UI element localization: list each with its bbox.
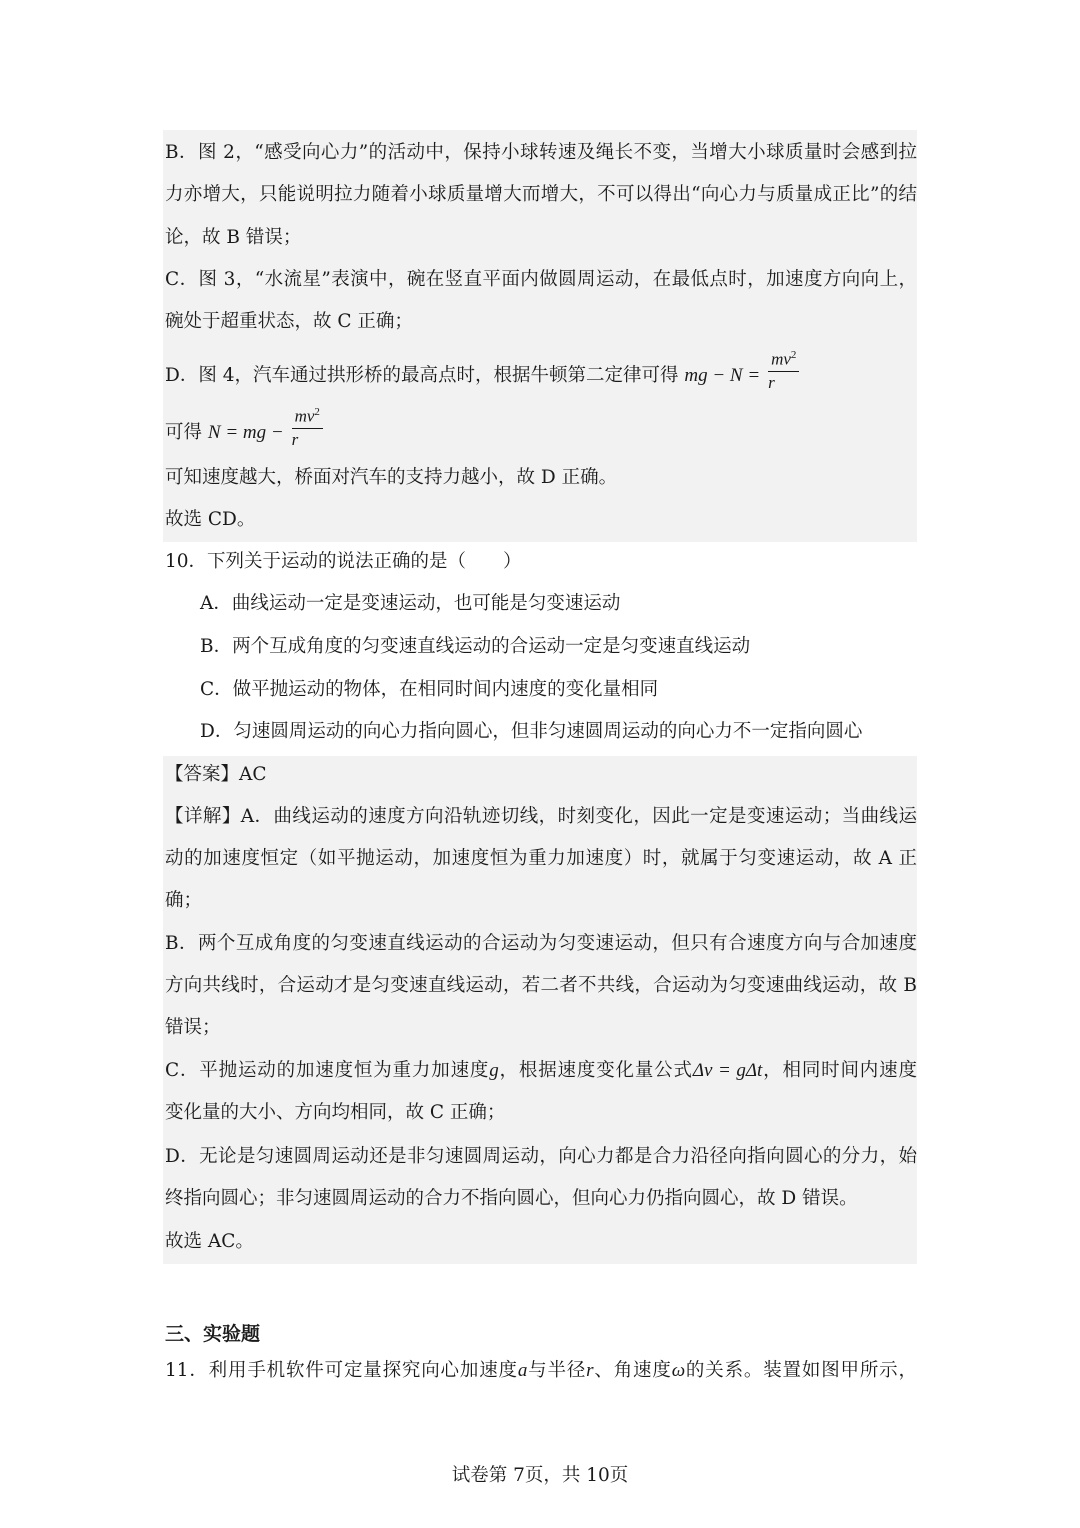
- q9-d2-formula: N = mg −: [207, 421, 284, 443]
- q9-b-line-1: B．图 2，“感受向心力”的活动中，保持小球转速及绳长不变，当增大小球质量时会感到拉: [165, 142, 917, 163]
- symbol-omega: ω: [671, 1360, 686, 1381]
- q10-stem: 10．下列关于运动的说法正确的是（ ）: [165, 551, 522, 572]
- q9-b-line-3: 论，故 B 错误；: [165, 227, 302, 248]
- delta-v-formula: Δv = gΔt: [692, 1060, 763, 1081]
- q9-d-formula: mg − N =: [684, 364, 761, 386]
- q9-d-text: D．图 4，汽车通过拱形桥的最高点时，根据牛顿第二定律可得: [165, 364, 679, 386]
- q9-c-line-2: 碗处于超重状态，故 C 正确；: [165, 311, 413, 332]
- q9-choice: 故选 CD。: [165, 509, 256, 530]
- q9-c-line-1: C．图 3，“水流星”表演中，碗在竖直平面内做圆周运动，在最低点时，加速度方向向上，: [165, 269, 917, 290]
- q10-choice: 故选 AC。: [165, 1231, 254, 1252]
- q10-detail-a-line-2: 动的加速度恒定（如平抛运动，加速度恒为重力加速度）时，就属于匀变速运动，故 A 正: [165, 848, 917, 869]
- q10-option-b: B．两个互成角度的匀变速直线运动的合运动一定是匀变速直线运动: [200, 636, 751, 657]
- q10-detail-d-line-1: D．无论是匀速圆周运动还是非匀速圆周运动，向心力都是合力沿径向指向圆心的分力，始: [165, 1146, 917, 1167]
- q9-d-line-3: 可知速度越大，桥面对汽车的支持力越小，故 D 正确。: [165, 467, 618, 488]
- q9-d-line-1: [165, 349, 917, 394]
- q10-answer: 【答案】AC: [165, 764, 267, 785]
- q9-b-line-2: 力亦增大，只能说明拉力随着小球质量增大而增大，不可以得出“向心力与质量成正比”的结: [165, 184, 917, 205]
- q10-detail-b-line-1: B．两个互成角度的匀变速直线运动的合运动为匀变速运动，但只有合速度方向与合加速度: [165, 933, 917, 954]
- q10-detail-c-line-1: C．平抛运动的加速度恒为重力加速度g，根据速度变化量公式Δv = gΔt，相同时间内速度: [165, 1060, 917, 1081]
- q9-d-line-2: [165, 406, 917, 451]
- q10-detail-d-line-2: 终指向圆心；非匀速圆周运动的合力不指向圆心，但向心力仍指向圆心，故 D 错误。: [165, 1188, 858, 1209]
- fraction-mv2-over-r-2: $\frac{mv^2}{r}$: [292, 401, 323, 451]
- q10-detail-c-line-2: 变化量的大小、方向均相同，故 C 正确；: [165, 1102, 506, 1123]
- q10-option-d: D．匀速圆周运动的向心力指向圆心，但非匀速圆周运动的向心力不一定指向圆心: [200, 721, 863, 742]
- q10-detail-a-line-1: 【详解】A．曲线运动的速度方向沿轨迹切线，时刻变化，因此一定是变速运动；当曲线运: [165, 806, 917, 827]
- symbol-a: a: [517, 1360, 528, 1381]
- q10-option-a: A．曲线运动一定是变速运动，也可能是匀变速运动: [200, 593, 621, 614]
- fraction-mv2-over-r: $\frac{mv^2}{r}$: [768, 344, 799, 394]
- symbol-g: g: [489, 1060, 499, 1081]
- q10-detail-b-line-3: 错误；: [165, 1017, 221, 1038]
- q10-detail-b-line-2: 方向共线时，合运动才是匀变速直线运动，若二者不共线，合运动为匀变速曲线运动，故 B: [165, 975, 917, 996]
- section-title-experiment: 三、实验题: [165, 1323, 261, 1345]
- q10-option-c: C．做平抛运动的物体，在相同时间内速度的变化量相同: [200, 679, 659, 700]
- q10-detail-a-line-3: 确；: [165, 890, 203, 911]
- q9-d2-text: 可得: [165, 421, 203, 443]
- page-footer: 试卷第 7页，共 10页: [451, 1465, 629, 1486]
- q11-stem: 11．利用手机软件可定量探究向心加速度a与半径r、角速度ω的关系。装置如图甲所示，: [165, 1360, 917, 1381]
- symbol-r: r: [586, 1360, 594, 1381]
